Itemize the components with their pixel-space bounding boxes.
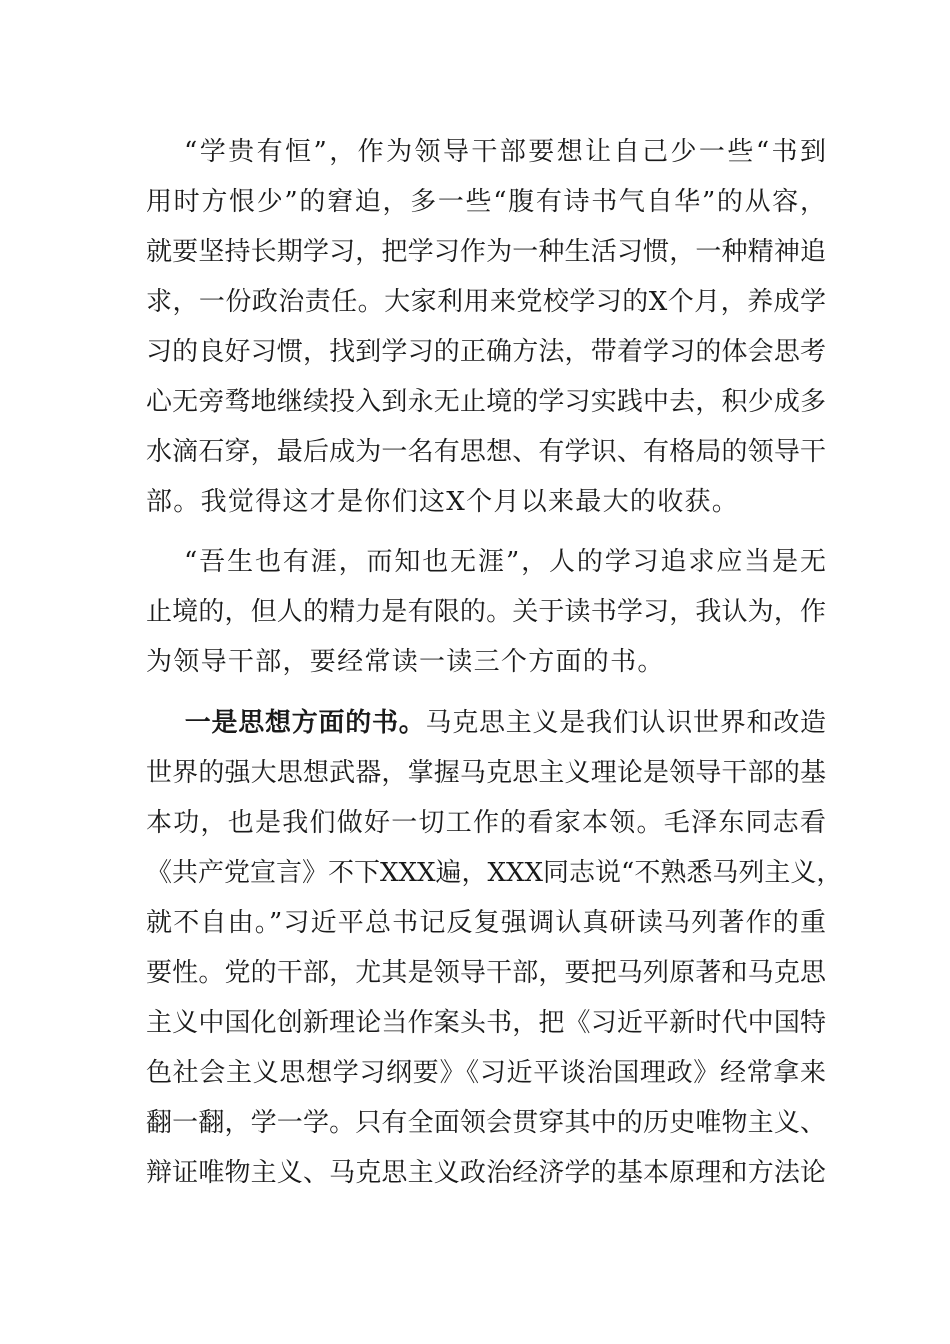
paragraph-line: 心无旁骛地继续投入到永无止境的学习实践中去，积少成多 xyxy=(146,387,826,417)
paragraph-line: 部。我觉得这才是你们这X个月以来最大的收获。 xyxy=(146,487,740,517)
paragraph-line: 要性。党的干部，尤其是领导干部，要把马列原著和马克思 xyxy=(146,958,826,988)
paragraph-line: 用时方恨少”的窘迫，多一些“腹有诗书气自华”的从容， xyxy=(146,187,826,217)
paragraph-line: 一是思想方面的书。马克思主义是我们认识世界和改造 xyxy=(184,708,826,738)
paragraph-line: 水滴石穿，最后成为一名有思想、有学识、有格局的领导干 xyxy=(146,437,826,467)
paragraph-line: 本功，也是我们做好一切工作的看家本领。毛泽东同志看 xyxy=(146,808,826,838)
paragraph-line: 就不自由。”习近平总书记反复强调认真研读马列著作的重 xyxy=(146,908,826,938)
paragraph-line: “学贵有恒”，作为领导干部要想让自己少一些“书到 xyxy=(184,137,826,167)
paragraph-line: 求，一份政治责任。大家利用来党校学习的X个月，养成学 xyxy=(146,287,826,317)
paragraph-line: 《共产党宣言》不下XXX遍，XXX同志说“不熟悉马列主义， xyxy=(146,858,843,888)
paragraph-line: 世界的强大思想武器，掌握马克思主义理论是领导干部的基 xyxy=(146,758,826,788)
paragraph-line: 习的良好习惯，找到学习的正确方法，带着学习的体会思考 xyxy=(146,337,826,367)
paragraph-line: 色社会主义思想学习纲要》《习近平谈治国理政》经常拿来 xyxy=(146,1058,826,1088)
paragraph-line: 翻一翻，学一学。只有全面领会贯穿其中的历史唯物主义、 xyxy=(146,1108,826,1138)
paragraph-line: 主义中国化创新理论当作案头书，把《习近平新时代中国特 xyxy=(146,1008,826,1038)
paragraph-heading: 一是思想方面的书。 xyxy=(184,708,426,738)
paragraph-line: 为领导干部，要经常读一读三个方面的书。 xyxy=(146,647,665,677)
paragraph-line: 辩证唯物主义、马克思主义政治经济学的基本原理和方法论 xyxy=(146,1158,826,1188)
paragraph-line: 止境的，但人的精力是有限的。关于读书学习，我认为，作 xyxy=(146,597,826,627)
paragraph-line: 就要坚持长期学习，把学习作为一种生活习惯，一种精神追 xyxy=(146,237,826,267)
paragraph-line: “吾生也有涯，而知也无涯”，人的学习追求应当是无 xyxy=(184,547,826,577)
